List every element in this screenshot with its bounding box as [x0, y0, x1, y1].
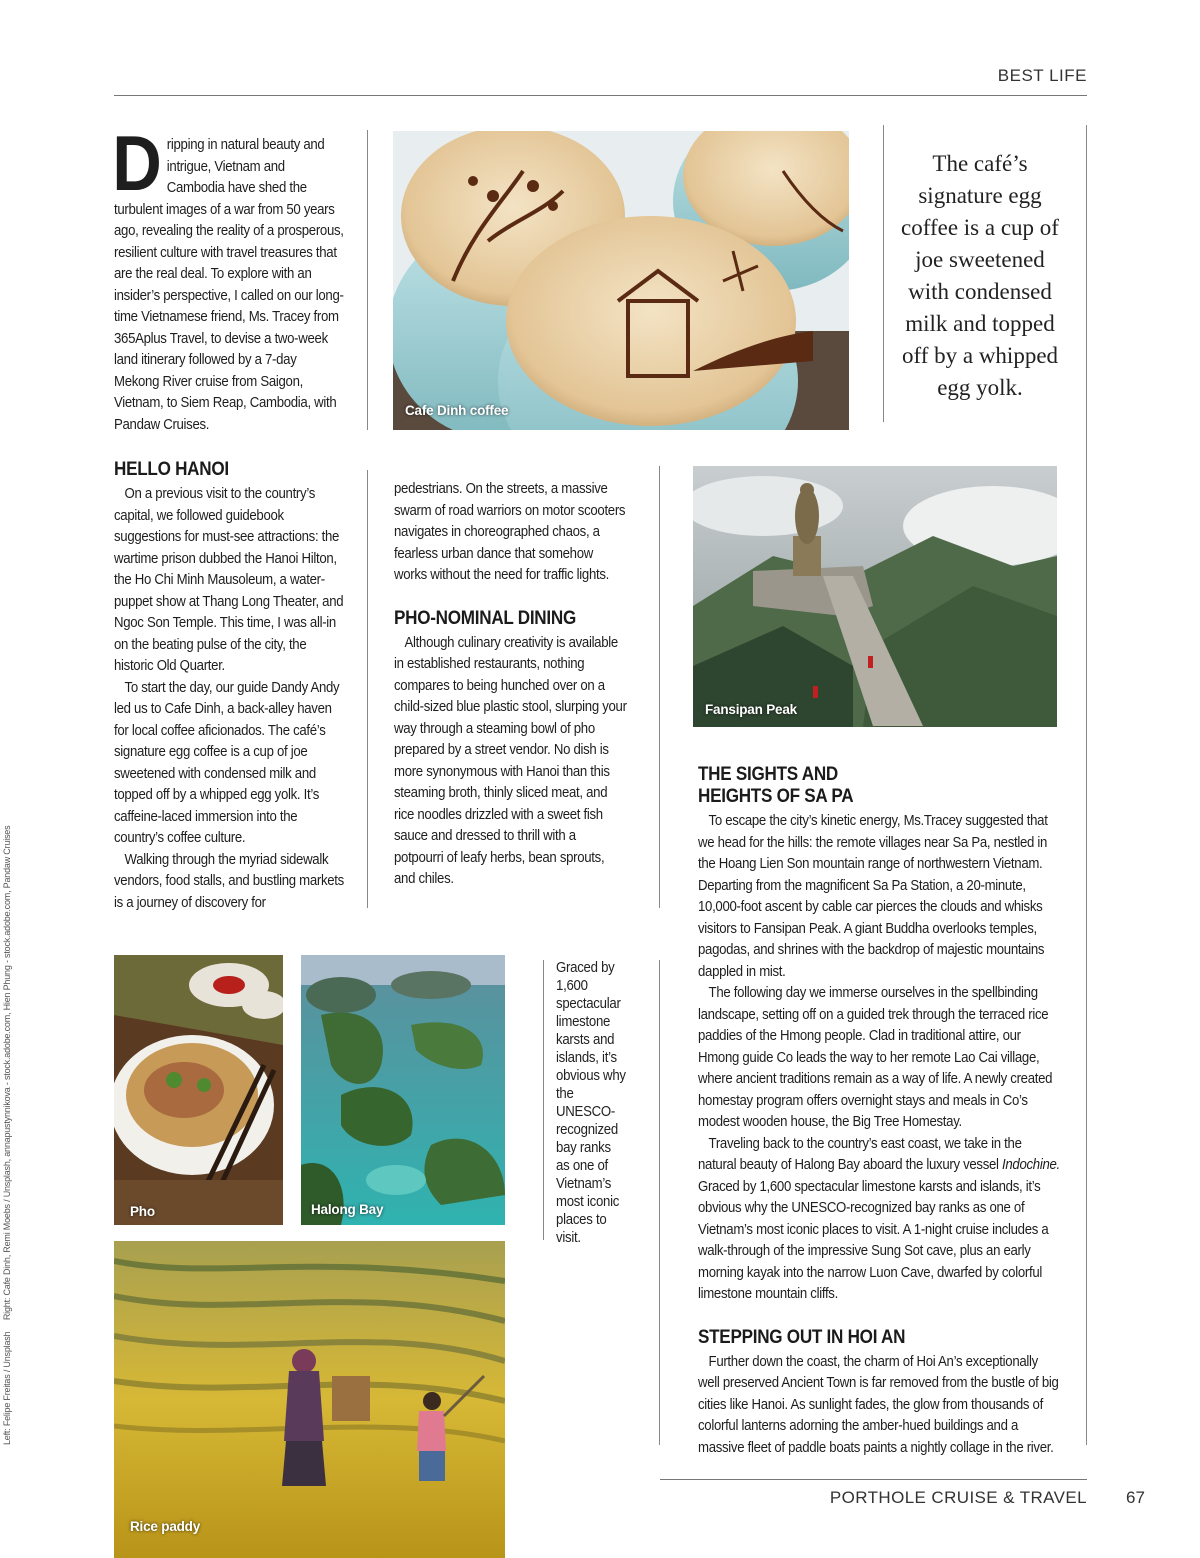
pho-paragraph-1: Although culinary creativity is available in established restaurants, nothing compares to being hunched over on a child-sized blue plastic stool, slurping your way through a steaming bowl of pho prepared by a street vendor. No dish is more synonymous with Hanoi than this steaming broth, thinly sliced meat, and rice noodles drizzled with a sweet fish sauce and dressed to thrill with a potpourri of leafy herbs, bean sprouts, and chiles.	[394, 633, 627, 887]
coffee-image	[393, 131, 849, 430]
sapa-paragraph-3-b: Graced by 1,600 spectacular limestone karsts and islands, it’s obvious why the UNESCO-recognized bay ranks as one of Vietnam’s most iconic places to visit. A 1-night cruise includes a walk-through of the impressive Sung Sot cave, plus an early morning kayak into the narrow Luon Cave, dwarfed by colorful limestone mountain cliffs.	[698, 1177, 1049, 1302]
photo-credit: Left: Felipe Freitas / Unsplash Right: Cafe Dinh, Remi Moebs / Unsplash, annapustynnikova - stock.adobe.com, Hien Phung - stock.adobe.com, Pandaw Cruises	[2, 825, 12, 1445]
pho-image	[114, 955, 283, 1225]
magazine-name: PORTHOLE CRUISE & TRAVEL	[829, 1488, 1087, 1507]
coffee-caption: Cafe Dinh coffee	[405, 403, 509, 418]
column-rule-3	[659, 466, 660, 908]
halong-image	[301, 955, 505, 1225]
sapa-paragraph-2: The following day we immerse ourselves in the spellbinding landscape, setting off on a guided trek through the terraced rice paddies of the Hmong people. Clad in traditional attire, our Hmong guide Co leads the way to her remote Lao Cai village, where ancient traditions remain as a way of life. A newly created homestay program offers overnight stays and meals in Co’s modest wooden house, the Big Tree Homestay.	[698, 984, 1053, 1130]
hoian-heading: STEPPING OUT IN HOI AN	[698, 1326, 906, 1348]
hanoi-heading: HELLO HANOI	[114, 459, 229, 480]
coffee-photo	[393, 131, 849, 430]
fansipan-image	[693, 466, 1057, 727]
sapa-heading-line-2: HEIGHTS OF SA PA	[698, 786, 854, 807]
hanoi-paragraph-3-continued: pedestrians. On the streets, a massive swarm of road warriors on motor scooters navigates in choreographed chaos, a fearless urban dance that somehow works without the need for traffic lights.	[394, 480, 626, 583]
middle-column	[394, 478, 656, 890]
rice-paddy-image	[114, 1241, 505, 1558]
pho-caption: Pho	[130, 1204, 155, 1219]
rice-paddy-caption: Rice paddy	[130, 1519, 201, 1534]
right-column	[698, 764, 1058, 1458]
hanoi-paragraph-1: On a previous visit to the country’s capital, we followed guidebook suggestions for must-see attractions: the wartime prison dubbed the Hanoi Hilton, the Ho Chi Minh Mausoleum, a water-puppet show at Thang Long Theater, and Ngoc Son Temple. This time, I was all-in on the beating pulse of the city, the historic Old Quarter.	[114, 485, 344, 674]
halong-caption: Halong Bay	[311, 1202, 384, 1217]
hanoi-section	[114, 459, 376, 913]
sapa-paragraph-3-a: Traveling back to the country’s east coast, we take in the natural beauty of Halong Bay aboard the luxury vessel	[698, 1134, 1022, 1173]
pho-photo	[114, 955, 283, 1225]
sapa-paragraph-3	[698, 1133, 1061, 1305]
fansipan-caption: Fansipan Peak	[705, 702, 797, 717]
column-rule-5	[1086, 125, 1087, 1445]
drop-cap: D	[112, 119, 162, 207]
sapa-paragraph-1: To escape the city’s kinetic energy, Ms.Tracey suggested that we head for the hills: the remote villages near Sa Pa, nestled in the Hoang Lien Son mountain range of northwestern Vietnam. Departing from the magnificent Sa Pa Station, a 20-minute, 10,000-foot ascent by cable car pierces the clouds and whisks visitors to Fansipan Peak. A giant Buddha overlooks temples, pagodas, and shrines with the backdrop of majestic mountains dappled in mist.	[698, 812, 1048, 980]
fansipan-photo	[693, 466, 1057, 727]
hanoi-paragraph-3: Walking through the myriad sidewalk vendors, food stalls, and bustling markets is a journey of discovery for	[114, 850, 344, 911]
section-label: BEST LIFE	[997, 66, 1087, 85]
intro-paragraph	[112, 119, 376, 435]
hoian-paragraph-1: Further down the coast, the charm of Hoi An’s exceptionally well preserved Ancient Town is far removed from the bustle of big cities like Hanoi. As sunlight fades, the glow from thousands of colorful lanterns adorning the amber-hued buildings and a massive fleet of paddle boats paints a nightly collage in the river.	[698, 1352, 1059, 1456]
halong-quote: Graced by 1,600 spectacular limestone karsts and islands, it’s obvious why the UNESCO-recognized bay ranks as one of Vietnam’s most iconic places to visit.	[556, 959, 626, 1246]
pull-quote: The café’s signature egg coffee is a cup of joe sweetened with condensed milk and topped off by a whipped egg yolk.	[901, 151, 1059, 400]
halong-photo	[301, 955, 505, 1225]
sapa-heading-line-1: THE SIGHTS AND	[698, 764, 838, 785]
hanoi-paragraph-2: To start the day, our guide Dandy Andy led us to Cafe Dinh, a back-alley haven for local coffee aficionados. The café’s signature egg coffee is a cup of joe sweetened with condensed milk and topped off by a whipped egg yolk. It’s caffeine-laced immersion into the country’s coffee culture.	[114, 678, 340, 846]
pho-heading: PHO-NOMINAL DINING	[394, 607, 576, 629]
rice-paddy-photo	[114, 1241, 505, 1558]
vessel-name: Indochine.	[1002, 1156, 1060, 1173]
footer-rule	[660, 1479, 1087, 1480]
intro-text: ripping in natural beauty and intrigue, Vietnam and Cambodia have shed the turbulent images of a war from 50 years ago, revealing the reality of a prosperous, resilient culture with travel treasures that are the real deal. To explore with an insider’s perspective, I called on our long-time Vietnamese friend, Ms. Tracey from 365Aplus Travel, to devise a two-week land itinerary followed by a 7-day Mekong River cruise from Saigon, Vietnam, to Siem Reap, Cambodia, with Pandaw Cruises.	[114, 136, 344, 433]
header-rule	[114, 95, 1087, 96]
column-rule-7	[543, 960, 544, 1240]
column-rule-6	[659, 960, 660, 1445]
column-rule-4	[883, 125, 884, 422]
page-number: 67	[1126, 1488, 1145, 1507]
